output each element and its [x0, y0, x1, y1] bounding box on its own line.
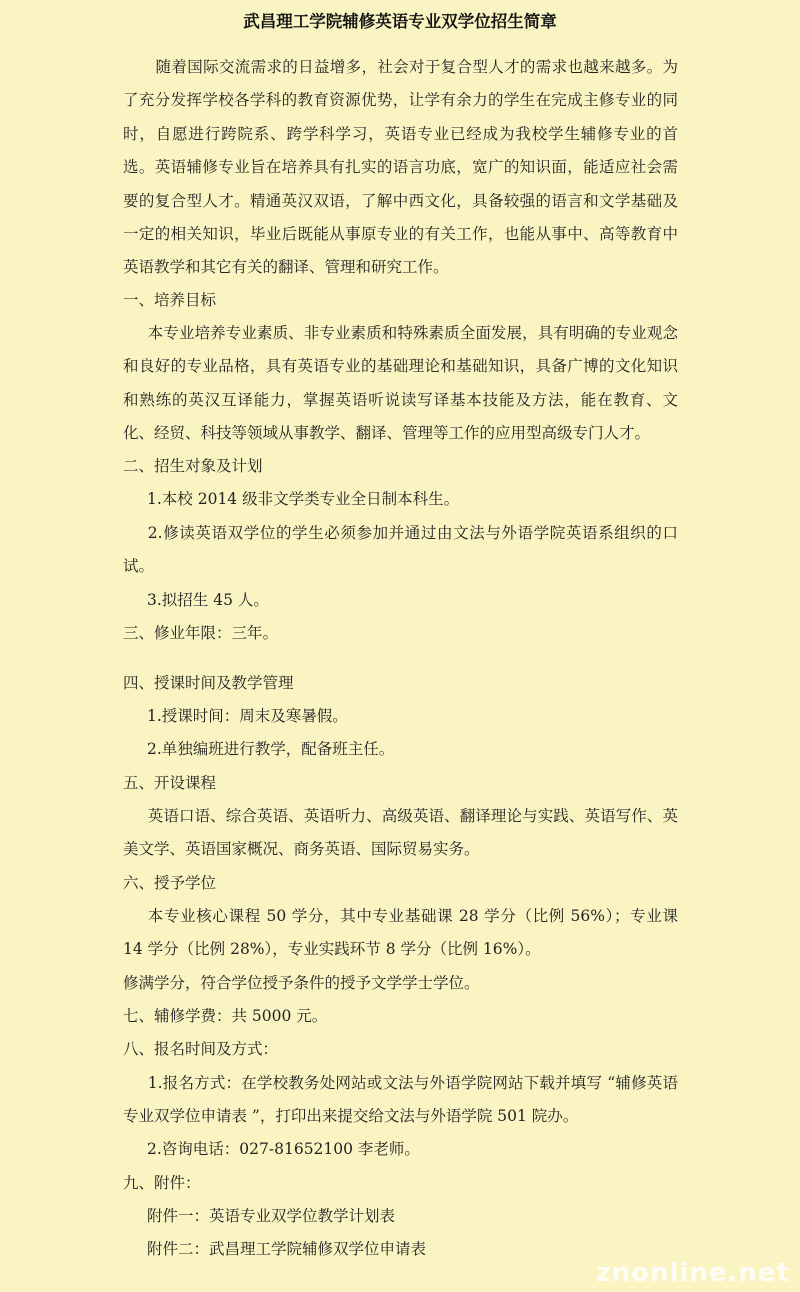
section-5-body: 英语口语、综合英语、英语听力、高级英语、翻译理论与实践、英语写作、英美文学、英语国家概况、商务英语、国际贸易实务。 — [123, 807, 678, 859]
document-title: 武昌理工学院辅修英语专业双学位招生简章 — [243, 12, 557, 31]
section-2-item-2: 2.修读英语双学位的学生必须参加并通过由文法与外语学院英语系组织的口试。 — [123, 524, 678, 576]
intro-paragraph: 随着国际交流需求的日益增多，社会对于复合型人才的需求也越来越多。为了充分发挥学校各学科的教育资源优势，让学有余力的学生在完成主修专业的同时，自愿进行跨院系、跨学科学习，英语专业已经成为我校学生辅修专业的首选。英语辅修专业旨在培养具有扎实的语言功底，宽广的知识面，能适应社会需要的复合型人才。精通英汉双语，了解中西文化，具备较强的语言和文学基础及一定的相关知识，毕业后既能从事原专业的有关工作，也能从事中、高等教育中英语教学和其它有关的翻译、管理和研究工作。 — [123, 58, 678, 277]
section-6-line-2: 修满学分，符合学位授予条件的授予文学学士学位。 — [123, 974, 480, 992]
section-7-heading: 七、辅修学费：共 5000 元。 — [123, 1007, 328, 1025]
section-9-heading: 九、附件： — [123, 1174, 201, 1192]
section-6-heading: 六、授予学位 — [123, 874, 217, 892]
section-4-item-2: 2.单独编班进行教学，配备班主任。 — [147, 740, 395, 758]
section-6-body: 本专业核心课程 50 学分，其中专业基础课 28 学分（比例 56%）；专业课 14 学分（比例 28%），专业实践环节 8 学分（比例 16%）。 — [123, 907, 678, 959]
section-2-item-3: 3.拟招生 45 人。 — [147, 591, 269, 609]
section-1-body: 本专业培养专业素质、非专业素质和特殊素质全面发展，具有明确的专业观念和良好的专业品格，具有英语专业的基础理论和基础知识，具备广博的文化知识和熟练的英汉互译能力，掌握英语听说读写译基本技能及方法，能在教育、文化、经贸、科技等领域从事教学、翻译、管理等工作的应用型高级专门人才。 — [123, 324, 678, 443]
section-8-item-1: 1.报名方式：在学校教务处网站或文法与外语学院网站下载并填写 “辅修英语专业双学位申请表 ”，打印出来提交给文法与外语学院 501 院办。 — [123, 1074, 678, 1126]
site-watermark: znonline.net — [595, 1258, 790, 1288]
attachment-1: 附件一：英语专业双学位教学计划表 — [147, 1207, 396, 1225]
section-4-heading: 四、授课时间及教学管理 — [123, 674, 294, 692]
section-5-heading: 五、开设课程 — [123, 774, 217, 792]
section-2-heading: 二、招生对象及计划 — [123, 457, 263, 475]
section-3-heading: 三、修业年限：三年。 — [123, 624, 279, 642]
attachment-2: 附件二：武昌理工学院辅修双学位申请表 — [147, 1240, 427, 1258]
section-8-heading: 八、报名时间及方式： — [123, 1040, 279, 1058]
section-4-item-1: 1.授课时间：周末及寒暑假。 — [147, 707, 348, 725]
section-1-heading: 一、培养目标 — [123, 291, 217, 309]
section-8-item-2: 2.咨询电话：027-81652100 李老师。 — [147, 1140, 420, 1158]
section-2-item-1: 1.本校 2014 级非文学类专业全日制本科生。 — [147, 490, 460, 508]
